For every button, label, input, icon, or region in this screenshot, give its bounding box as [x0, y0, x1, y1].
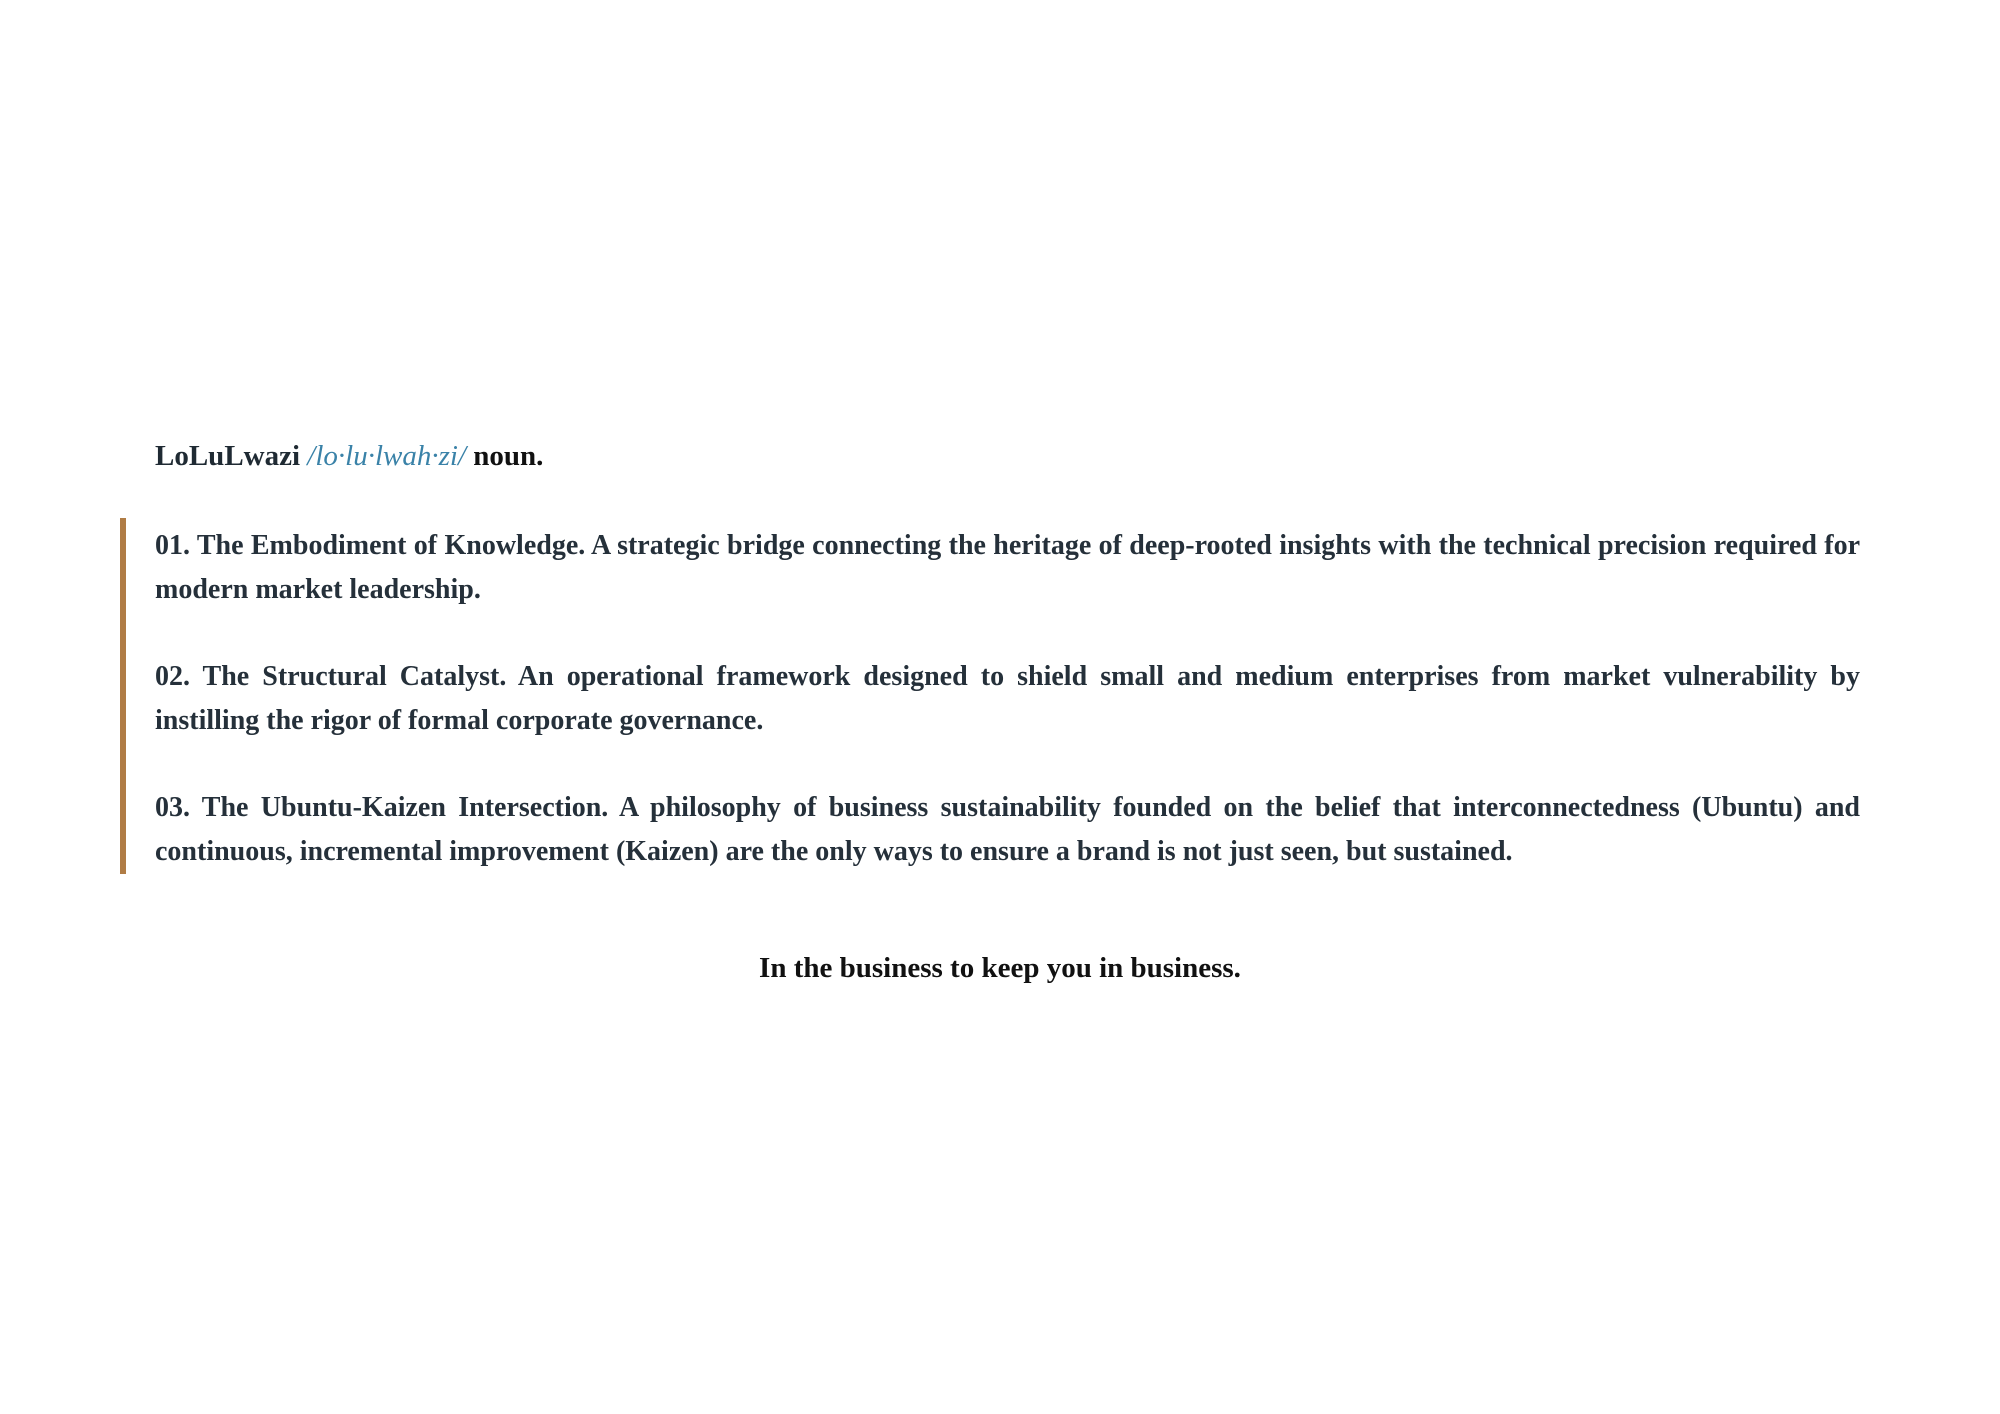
definition-item: 02. The Structural Catalyst. An operational framework designed to shield small and medium enterprises from market vulnerability by instilling the rigor of formal corporate governance. [155, 661, 1860, 736]
definition-item: 03. The Ubuntu-Kaizen Intersection. A philosophy of business sustainability founded on the belief that interconnectedness (Ubuntu) and continuous, incremental improvement (Kaizen) are the only ways to ensure a brand is not just seen, but sustained. [155, 792, 1860, 867]
definitions-block [120, 518, 1860, 874]
tagline: In the business to keep you in business. [759, 952, 1241, 984]
entry-header [155, 436, 543, 476]
pronunciation: /lo·lu·lwah·zi/ [307, 440, 467, 472]
headword: LoLuLwazi [155, 440, 301, 472]
definition-item: 01. The Embodiment of Knowledge. A strategic bridge connecting the heritage of deep-rooted insights with the technical precision required for modern market leadership. [155, 530, 1860, 605]
part-of-speech: noun. [473, 440, 544, 472]
